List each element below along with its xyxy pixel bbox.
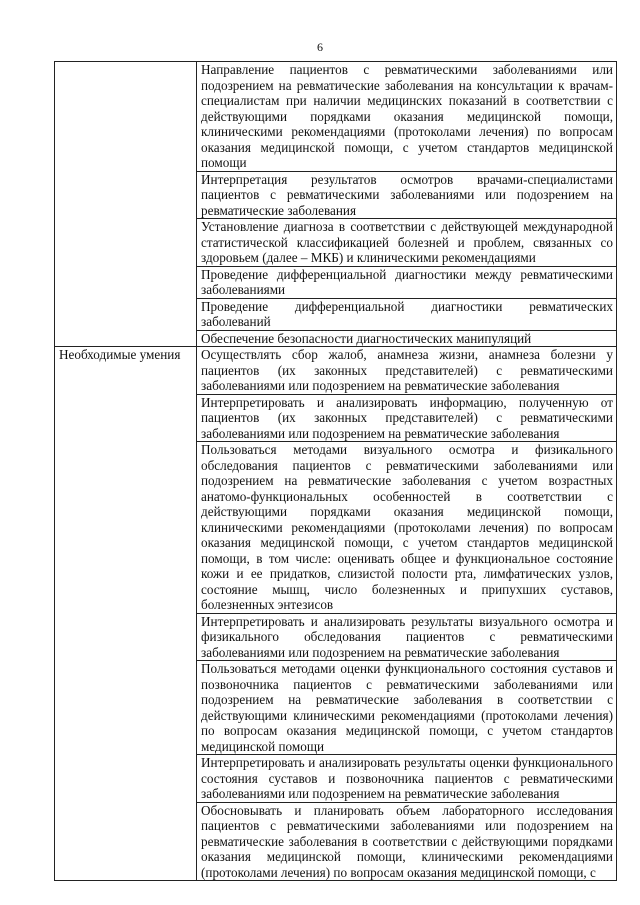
row-text: Обосновывать и планировать объем лабораторного исследования пациентов с ревматическими заболеваниями или подозрением на ревматические заболевания в соответствии с действующими порядками оказания медицинской помощи, клиническими рекомендациями (протоколами лечения) по вопросам оказания медицинской помощи, с [197, 802, 617, 881]
row-text: Интерпретировать и анализировать информацию, полученную от пациентов (их законных представителей) с ревматическими заболеваниями или подозрением на ревматические заболевания [197, 394, 617, 442]
row-text: Интерпретировать и анализировать результаты визуального осмотра и физикального обследования пациентов с ревматическими заболеваниями или подозрением на ревматические заболевания [197, 613, 617, 661]
row-text: Пользоваться методами визуального осмотра и физикального обследования пациентов с ревматическими заболеваниями или подозрением на ревматические заболевания с учетом возрастных анатомо-функциональных особенностей в соответствии с действующими порядками оказания медицинской помощи, клиническими рекомендациями (протоколами лечения) по вопросам оказания медицинской помощи, с учетом стандартов медицинской помощи, в том числе: оценивать общее и функциональное состояние кожи и ее придатков, слизистой полости рта, лимфатических узлов, состояние мышц, число болезненных и припухших суставов, болезненных энтезисов [197, 442, 617, 614]
page-number: 6 [317, 40, 323, 54]
row-text: Обеспечение безопасности диагностических манипуляций [197, 330, 617, 347]
row-label-required-skills: Необходимые умения [55, 347, 197, 881]
row-text: Интерпретировать и анализировать результаты оценки функционального состояния суставов и позвоночника пациентов с ревматическими заболеваниями или подозрением на ревматические заболевания [197, 755, 617, 803]
row-text: Установление диагноза в соответствии с действующей международной статистической классификацией болезней и проблем, связанных со здоровьем (далее – МКБ) и клиническими рекомендациями [197, 219, 617, 267]
requirements-table [54, 61, 617, 881]
row-text: Направление пациентов с ревматическими заболеваниями или подозрением на ревматические заболевания на консультации к врачам-специалистам при наличии медицинских показаний в соответствии с действующими порядками оказания медицинской помощи, клиническими рекомендациями (протоколами лечения) по вопросам оказания медицинской помощи, с учетом стандартов медицинской помощи [197, 62, 617, 172]
table-row [55, 347, 617, 395]
row-text: Проведение дифференциальной диагностики ревматических заболеваний [197, 298, 617, 330]
row-text: Пользоваться методами оценки функционального состояния суставов и позвоночника пациентов с ревматическими заболеваниями или подозрением на ревматические заболевания в соответствии с действующими клиническими рекомендациями (протоколами лечения) по вопросам оказания медицинской помощи, с учетом стандартов медицинской помощи [197, 661, 617, 755]
row-label [55, 62, 197, 347]
table-row [55, 62, 617, 172]
row-text: Проведение дифференциальной диагностики между ревматическими заболеваниями [197, 266, 617, 298]
row-text: Осуществлять сбор жалоб, анамнеза жизни, анамнеза болезни у пациентов (их законных представителей) с ревматическими заболеваниями или подозрением на ревматические заболевания [197, 347, 617, 395]
row-text: Интерпретация результатов осмотров врачами-специалистами пациентов с ревматическими заболеваниями или подозрением на ревматические заболевания [197, 171, 617, 219]
